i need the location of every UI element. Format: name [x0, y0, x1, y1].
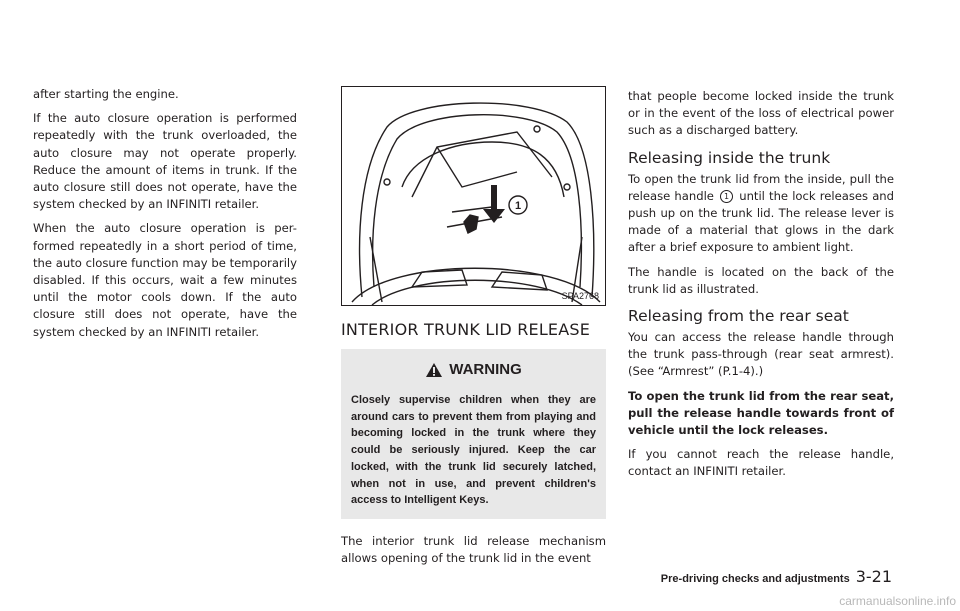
watermark: carmanualsonline.info	[839, 594, 956, 608]
text-span: until the lock releases and push up on the trunk lid. The release lever is made of a material that glows in the dark after a brief exposure to ambient light.	[628, 188, 895, 255]
page-footer	[661, 567, 892, 586]
warning-heading: WARNING	[449, 361, 522, 378]
paragraph	[628, 171, 894, 257]
paragraph: The handle is located on the back of the trunk lid as illustrated.	[628, 264, 894, 296]
warning-triangle-icon	[425, 362, 443, 378]
paragraph: If you cannot reach the release handle, contact an INFINITI retailer.	[628, 447, 894, 479]
paragraph: The interior trunk lid release mechanism allows opening of the trunk lid in the event	[341, 533, 606, 566]
paragraph: that people become locked inside the trunk or in the event of the loss of electrical power such as a discharged battery.	[628, 89, 894, 138]
text-span: To open the trunk lid from the inside, pull the release handle	[628, 171, 894, 203]
paragraph: When the auto closure operation is per-formed repeatedly in a short period of time, the auto closure function may be temporarily disabled. If this occurs, wait a few minutes until the motor cools down. If the auto closure still does not operate, have the system checked by an INFINITI retailer.	[33, 221, 297, 339]
section-title: INTERIOR TRUNK LID RELEASE	[341, 320, 591, 339]
footer-section-title: Pre-driving checks and adjustments	[660, 573, 850, 585]
trunk-lid-illustration	[341, 86, 606, 306]
warning-header	[351, 361, 596, 378]
trunk-interior-drawing	[342, 87, 606, 306]
page-number: 3-21	[855, 567, 892, 586]
subheading-rear-seat: Releasing from the rear seat	[628, 307, 849, 326]
paragraph: You can access the release handle through the trunk pass-through (rear seat armrest). (See “Armrest” (P.1-4).)	[628, 330, 894, 379]
paragraph: If the auto closure operation is performed repeatedly with the trunk overloaded, the auto closure may not operate properly. Reduce the amount of items in trunk. If the auto closure still does not operate, have the system checked by an INFINITI retailer.	[33, 111, 297, 212]
warning-text: Closely supervise children when they are around cars to prevent them from playing and becoming locked in the trunk where they could be seriously injured. Keep the car locked, with the trunk lid securely latched, when not in use, and prevent children's access to Intelligent Keys.	[351, 394, 596, 507]
warning-box	[341, 349, 606, 519]
middle-column	[341, 86, 606, 574]
subheading-inside-trunk: Releasing inside the trunk	[628, 148, 831, 167]
callout-reference: 1	[720, 190, 733, 203]
paragraph-bold: To open the trunk lid from the rear seat, pull the release handle towards front of vehicle until the lock releases.	[628, 388, 894, 438]
paragraph: after starting the engine.	[33, 87, 179, 101]
left-column	[33, 86, 297, 348]
callout-number: 1	[514, 200, 522, 212]
right-column	[628, 88, 894, 488]
figure-code: SPA2768	[561, 291, 599, 301]
